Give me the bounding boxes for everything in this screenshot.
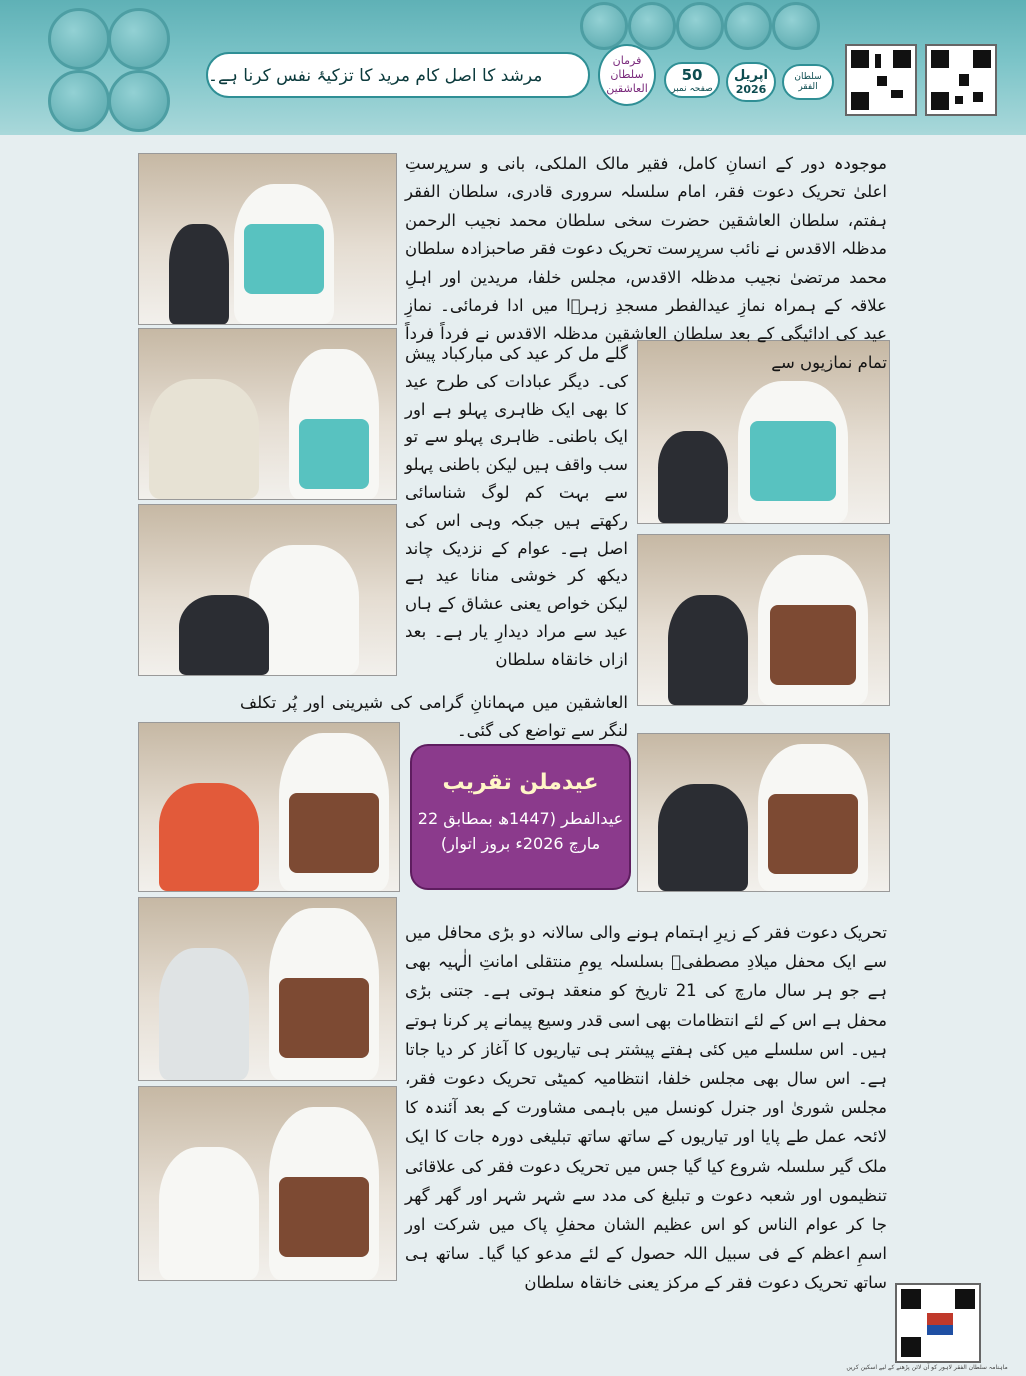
column-name: فرمان سلطان العاشقین <box>606 54 648 95</box>
page-header <box>0 0 1026 135</box>
issue-year: 2026 <box>735 83 767 96</box>
article-paragraph <box>405 918 887 1298</box>
paragraph-3: العاشقین میں مہمانانِ گرامی کی شیرینی اور پُر تکلف لنگر سے تواضع کی گئی۔ <box>240 693 628 741</box>
decor-circle <box>676 2 724 50</box>
decor-circle <box>48 70 110 132</box>
magazine-logo <box>782 64 834 100</box>
event-photo <box>138 1086 397 1281</box>
event-date-line-1: عیدالفطر (1447ھ بمطابق 22 <box>417 809 624 828</box>
decor-circle <box>108 8 170 70</box>
page-headline <box>206 52 590 98</box>
footer-qr-code-icon[interactable] <box>895 1283 981 1363</box>
column-badge <box>598 44 656 106</box>
decor-circle <box>628 2 676 50</box>
qr-code-icon[interactable] <box>845 44 917 116</box>
page-label: صفحہ نمبر <box>671 84 713 94</box>
paragraph-2: گلے مل کر عید کی مبارکباد پیش کی۔ دیگر عبادات کی طرح عید کا بھی ایک ظاہری پہلو ہے اور ایک باطنی۔ ظاہری پہلو سے تو سب واقف ہیں لیکن باطنی پہلو سے بہت کم لوگ شناسائی رکھتے ہیں جبکہ وہی اس کی اصل ہے۔ عوام کے نزدیک چاند دیکھ کر خوشی منانا عید ہے لیکن خواص یعنی عشاق کے ہاں عید سے مراد دیدارِ یار ہے۔ بعد ازاں خانقاہ سلطان <box>405 344 628 669</box>
page-number-badge <box>664 62 720 98</box>
decor-circle <box>724 2 772 50</box>
event-photo <box>637 733 890 892</box>
issue-date-badge <box>726 62 776 102</box>
event-title-box <box>410 744 631 890</box>
event-photo <box>138 504 397 676</box>
decor-circle <box>108 70 170 132</box>
event-photo <box>637 534 890 706</box>
qr-code-icon[interactable] <box>925 44 997 116</box>
event-date-line-2: مارچ 2026ء بروز اتوار) <box>440 834 601 853</box>
article-paragraph <box>405 340 628 674</box>
headline-text: مرشد کا اصل کام مرید کا تزکیۂ نفس کرنا ہے۔ <box>208 65 543 86</box>
magazine-logo-text: سلطان الفقر <box>794 72 822 92</box>
event-photo <box>138 722 400 892</box>
article-paragraph <box>240 689 628 746</box>
event-photo <box>138 153 397 325</box>
decor-circle <box>772 2 820 50</box>
footer-note: ماہنامہ سلطان الفقر لاہور کو آن لائن پڑھنے کے لیے اسکین کریں <box>846 1364 1008 1371</box>
issue-month: اپریل <box>734 68 768 83</box>
decor-circle <box>48 8 110 70</box>
event-photo <box>138 897 397 1081</box>
page-number: 50 <box>681 66 703 84</box>
event-photo <box>138 328 397 500</box>
paragraph-1: موجودہ دور کے انسانِ کامل، فقیر مالک الملکی، بانی و سرپرستِ اعلیٰ تحریک دعوت فقر، امام سلسلہ سروری قادری، سلطان الفقر ہفتم، سلطان العاشقین حضرت سخی سلطان محمد نجیب الرحمن مدظلہ الاقدس نے نائب سرپرست تحریک دعوت فقر صاحبزادہ سلطان محمد مرتضیٰ نجیب مدظلہ الاقدس، مجلس خلفا، مریدین اور اہلِ علاقہ کے ہمراہ نمازِ عیدالفطر مسجدِ زہرؓا میں ادا فرمائی۔ نمازِ عید کی ادائیگی کے بعد سلطان العاشقین مدظلہ الاقدس نے فرداً فرداً تمام نمازیوں سے <box>405 154 887 372</box>
paragraph-4: تحریک دعوت فقر کے زیرِ اہتمام ہونے والی سالانہ دو بڑی محافل میں سے ایک محفل میلادِ مصطفیؐ بسلسلہ یومِ منتقلی امانتِ الٰہیہ بھی ہے جو ہر سال مارچ کی 21 تاریخ کو منعقد ہوتی ہے۔ جتنی بڑی محفل ہے اس کے لئے انتظامات بھی اسی قدر وسیع پیمانے پر کرنا ہوتے ہیں۔ اس سلسلے میں کئی ہفتے پیشتر ہی تیاریوں کا آغاز کر دیا جاتا ہے۔ اس سال بھی مجلس خلفا، انتظامیہ کمیٹی تحریک دعوت فقر، مجلس شوریٰ اور جنرل کونسل میں باہمی مشاورت کے بعد آئندہ کا لائحہ عمل طے پایا اور تیاریوں کے ساتھ ساتھ تبلیغی دورہ جات کا ایک ملک گیر سلسلہ شروع کیا گیا جس میں تحریک دعوت فقر کی علاقائی تنظیموں اور شعبہ دعوت و تبلیغ کی مدد سے شہر شہر اور گھر گھر جا کر عوام الناس کو اس عظیم الشان محفلِ پاک میں شرکت اور اسمِ اعظم کے فی سبیل اللہ حصول کے لئے مدعو کیا گیا۔ ساتھ ہی ساتھ تحریک دعوت فقر کے مرکز یعنی خانقاہ سلطان <box>405 923 887 1293</box>
decor-circle <box>580 2 628 50</box>
event-title: عیدملن تقریب <box>442 770 599 795</box>
